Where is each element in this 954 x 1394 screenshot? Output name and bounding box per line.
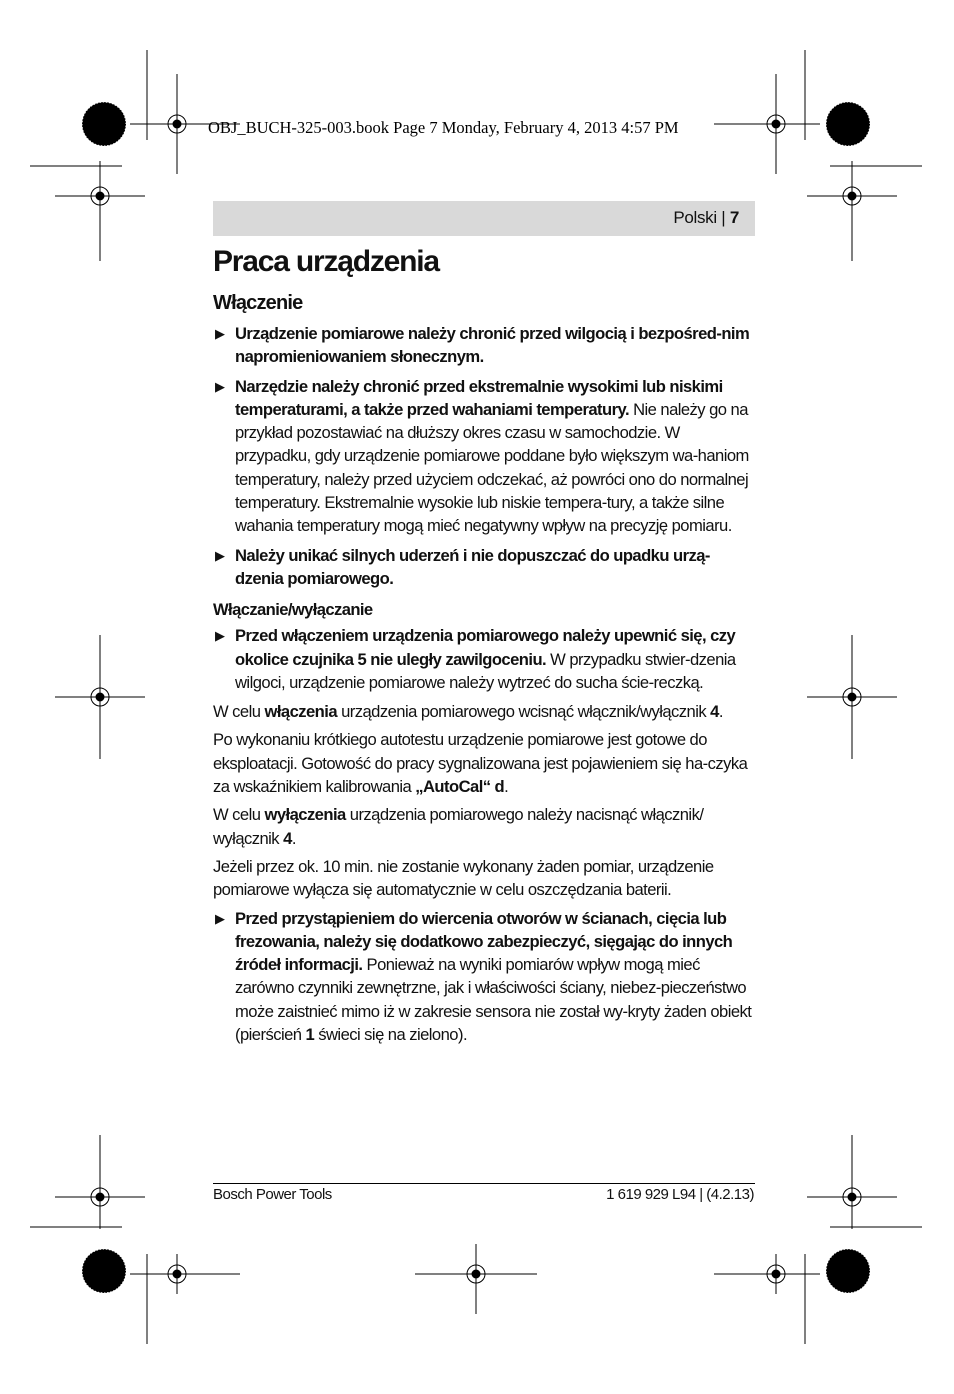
bold-text: 4 [283, 828, 292, 848]
bullet-bold-text: Należy unikać silnych uderzeń i nie dopuszczać do upadku urzą-dzenia pomiarowego. [235, 545, 710, 588]
bold-text: 4 [710, 702, 719, 722]
bullet-bold-text: Urządzenie pomiarowe należy chronić przed wilgocią i bezpośred-nim napromieniowaniem słonecznym. [235, 324, 750, 367]
bullet-body-text: świeci się na zielono). [314, 1025, 467, 1045]
text: Po wykonaniu krótkiego autotestu urządzenie pomiarowe jest gotowe do eksploatacji. Gotowość do pracy sygnalizowana jest pojawieniem się ha-czyka za wskaźnikiem kalibrowania [213, 730, 748, 797]
text: urządzenia pomiarowego należy nacisnąć włącznik/ wyłącznik [213, 805, 704, 848]
text: . [504, 777, 509, 797]
paragraph-switch-off [213, 803, 758, 850]
bullet-bold-text: Przed włączeniem urządzenia pomiarowego należy upewnić się, czy okolice czujnika 5 nie uległy zawilgoceniu. [235, 626, 736, 669]
page-header-band [213, 201, 755, 236]
bullet-bold-text: Przed przystąpieniem do wiercenia otworów w ścianach, cięcia lub frezowania, należy się dodatkowo zabezpieczyć, sięgając do innych źródeł informacji. [235, 908, 733, 975]
page-content [213, 240, 758, 1052]
bold-text: „AutoCal“ d [415, 777, 505, 797]
footer-doc-number: 1 619 929 L94 | (4.2.13) [606, 1186, 754, 1203]
section-heading-wlaczenie: Włączenie [213, 292, 303, 314]
bold-text: wyłączenia [264, 805, 346, 825]
bullet-body-text: W przypadku stwier-dzenia wilgoci, urządzenie pomiarowe należy wytrzeć do sucha ście-reczką. [235, 649, 736, 692]
text: . [291, 828, 296, 848]
warning-bullet-temperature [213, 375, 758, 538]
paragraph-self-test [213, 728, 758, 798]
subsection-heading-on-off: Włączanie/wyłączanie [213, 600, 373, 620]
header-page-number: 7 [729, 208, 739, 227]
warning-bullet-sensor-moisture [213, 624, 758, 694]
bullet-body-text: Nie należy go na przykład pozostawiać na dłuższy okres czasu w samochodzie. W przypadku, gdy urządzenie pomiarowe poddane było większym wa-haniom temperatury, należy przed użyciem odczekać, aż powróci ono do normalnej temperatury. Ekstremalnie wysokie lub niskie tempera-tury, a także silne wahania temperatury mogą mieć negatywny wpływ na precyzję pomiaru. [235, 399, 749, 536]
text: W celu [213, 805, 265, 825]
page-header-text [673, 208, 739, 228]
text: urządzenia pomiarowego wcisnąć włącznik/wyłącznik [337, 702, 711, 722]
paragraph-switch-on [213, 700, 758, 723]
header-separator: | [716, 208, 730, 227]
footer-rule [213, 1183, 755, 1184]
bullet-arrow-icon: ▶ [215, 628, 225, 644]
bullet-arrow-icon: ▶ [215, 910, 225, 926]
page-title: Praca urządzenia [213, 245, 439, 278]
bullet-arrow-icon: ▶ [215, 547, 225, 563]
bullet-arrow-icon: ▶ [215, 378, 225, 394]
footer-publisher: Bosch Power Tools [213, 1186, 332, 1203]
bullet-arrow-icon: ▶ [215, 326, 225, 341]
bullet-bold-text: Narzędzie należy chronić przed ekstremalnie wysokimi lub niskimi temperaturami, a także przed wahaniami temperatury. [235, 376, 723, 419]
book-slug-line: OBJ_BUCH-325-003.book Page 7 Monday, February 4, 2013 4:57 PM [208, 118, 679, 137]
warning-bullet-impact [213, 544, 758, 591]
bold-text: 1 [305, 1025, 315, 1045]
bullet-body-text: Ponieważ na wyniki pomiarów wpływ mogą mieć zarówno czynniki zewnętrzne, jak i właściwości ściany, niebez-pieczeństwo może zaistnieć mimo iż w zakresie sensora nie został wy-kryty żaden obiekt (pierścień [235, 955, 752, 1045]
text: . [718, 702, 723, 722]
paragraph-auto-off: Jeżeli przez ok. 10 min. nie zostanie wykonany żaden pomiar, urządzenie pomiarowe wyłącza się automatycznie w celu oszczędzania baterii. [213, 856, 714, 900]
text: W celu [213, 702, 265, 722]
bold-text: włączenia [264, 702, 338, 722]
warning-bullet-drilling [213, 907, 758, 1047]
warning-bullet-moisture [213, 322, 758, 369]
header-language: Polski [673, 208, 717, 227]
